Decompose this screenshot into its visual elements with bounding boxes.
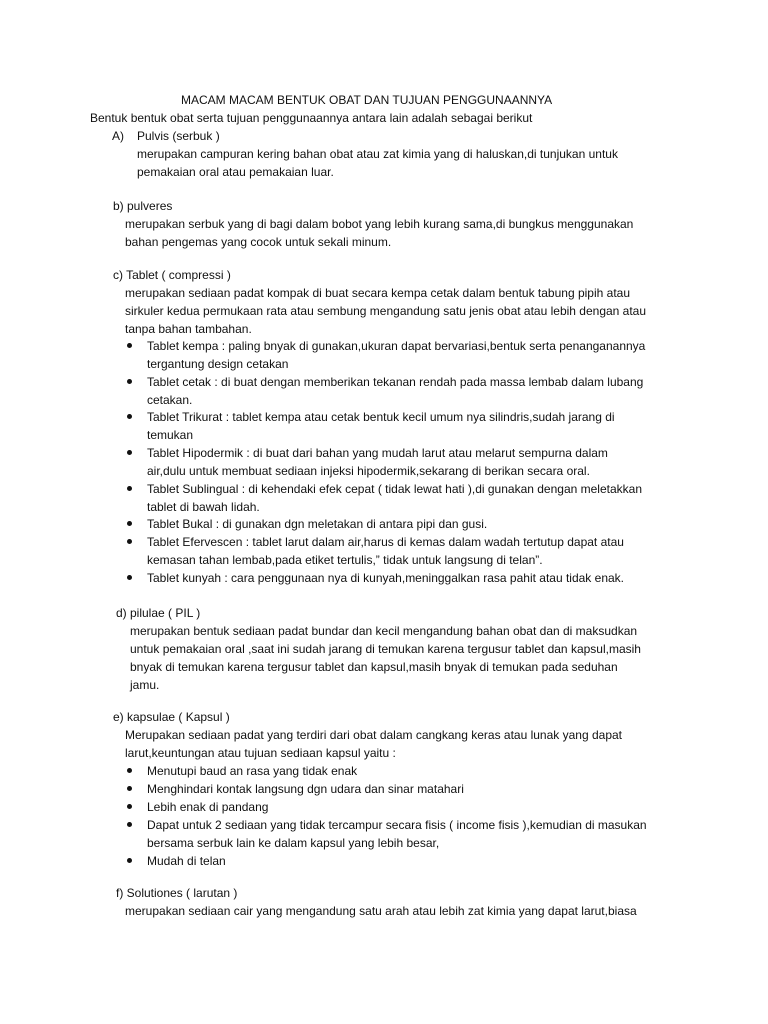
section-a-marker: A): [112, 129, 124, 143]
document-title: MACAM MACAM BENTUK OBAT DAN TUJUAN PENGGUNAANNYA: [181, 93, 553, 107]
section-c-body-line: tanpa bahan tambahan.: [125, 322, 252, 336]
intro-paragraph: Bentuk bentuk obat serta tujuan penggunaannya antara lain adalah sebagai berikut: [90, 111, 533, 125]
bullet-icon: [127, 575, 132, 580]
section-e-bullet-line: bersama serbuk lain ke dalam kapsul yang lebih besar,: [147, 836, 440, 850]
section-c-bullet-line: tergantung design cetakan: [147, 357, 289, 371]
bullet-icon: [127, 768, 132, 773]
section-c-bullet-line: Tablet Bukal : di gunakan dgn meletakan di antara pipi dan gusi.: [147, 517, 488, 531]
section-c-heading: c) Tablet ( compressi ): [113, 268, 231, 282]
section-e-body-line: larut,keuntungan atau tujuan sediaan kapsul yaitu :: [125, 746, 396, 760]
section-c-bullet-line: kemasan tahan lembab,pada etiket tertulis,” tidak untuk langsung di telan”.: [147, 553, 543, 567]
section-d-body-line: merupakan bentuk sediaan padat bundar dan kecil mengandung bahan obat dan di maksudkan: [130, 624, 638, 638]
section-c-bullet-line: cetakan.: [147, 393, 193, 407]
bullet-icon: [127, 343, 132, 348]
section-a-body-line: pemakaian oral atau pemakaian luar.: [137, 165, 334, 179]
section-b-heading: b) pulveres: [113, 199, 173, 213]
bullet-icon: [127, 521, 132, 526]
section-d-body-line: bnyak di temukan karena tergusur tablet dan kapsul,masih bnyak di temukan pada seduhan: [130, 660, 618, 674]
section-f-body-line: merupakan sediaan cair yang mengandung satu arah atau lebih zat kimia yang dapat larut,biasa: [125, 904, 637, 918]
section-c-bullet-line: tablet di bawah lidah.: [147, 500, 260, 514]
section-c-bullet-line: Tablet cetak : di buat dengan memberikan tekanan rendah pada massa lembab dalam lubang: [147, 375, 644, 389]
bullet-icon: [127, 858, 132, 863]
section-c-body-line: merupakan sediaan padat kompak di buat secara kempa cetak dalam bentuk tabung pipih atau: [125, 286, 630, 300]
section-c-body-line: sirkuler kedua permukaan rata atau sembung mengandung satu jenis obat atau lebih dengan atau: [125, 304, 647, 318]
section-c-bullet-line: Tablet Hipodermik : di buat dari bahan yang mudah larut atau melarut sempurna dalam: [147, 446, 608, 460]
bullet-icon: [127, 539, 132, 544]
section-c-bullet-line: air,dulu untuk membuat sediaan injeksi hipodermik,sekarang di berikan secara oral.: [147, 464, 590, 478]
section-b-body-line: merupakan serbuk yang di bagi dalam bobot yang lebih kurang sama,di bungkus menggunakan: [125, 217, 634, 231]
section-c-bullet-line: Tablet kunyah : cara penggunaan nya di kunyah,meninggalkan rasa pahit atau tidak enak.: [147, 571, 624, 585]
section-a-heading: Pulvis (serbuk ): [137, 129, 220, 143]
section-b-body-line: bahan pengemas yang cocok untuk sekali minum.: [125, 235, 392, 249]
bullet-icon: [127, 786, 132, 791]
section-d-body-line: jamu.: [130, 678, 160, 692]
section-e-bullet-line: Menghindari kontak langsung dgn udara dan sinar matahari: [147, 782, 464, 796]
section-a-body-line: merupakan campuran kering bahan obat atau zat kimia yang di haluskan,di tunjukan untuk: [137, 147, 618, 161]
section-e-bullet-line: Menutupi baud an rasa yang tidak enak: [147, 764, 358, 778]
section-f-heading: f) Solutiones ( larutan ): [116, 886, 238, 900]
section-c-bullet-line: Tablet Sublingual : di kehendaki efek cepat ( tidak lewat hati ),di gunakan dengan meletakkan: [147, 482, 642, 496]
section-c-bullet-line: temukan: [147, 428, 194, 442]
bullet-icon: [127, 414, 132, 419]
section-c-bullet-line: Tablet Efervescen : tablet larut dalam air,harus di kemas dalam wadah tertutup dapat atau: [147, 535, 624, 549]
section-e-bullet-line: Dapat untuk 2 sediaan yang tidak tercampur secara fisis ( income fisis ),kemudian di masukan: [147, 818, 647, 832]
bullet-icon: [127, 804, 132, 809]
bullet-icon: [127, 379, 132, 384]
section-e-heading: e) kapsulae ( Kapsul ): [113, 710, 230, 724]
section-d-body-line: untuk pemakaian oral ,saat ini sudah jarang di temukan karena tergusur tablet dan kapsul,masih: [130, 642, 641, 656]
bullet-icon: [127, 486, 132, 491]
section-d-heading: d) pilulae ( PIL ): [116, 606, 201, 620]
bullet-icon: [127, 450, 132, 455]
section-c-bullet-line: Tablet kempa : paling bnyak di gunakan,ukuran dapat bervariasi,bentuk serta penanganannya: [147, 339, 646, 353]
section-e-bullet-line: Lebih enak di pandang: [147, 800, 269, 814]
bullet-icon: [127, 822, 132, 827]
section-c-bullet-line: Tablet Trikurat : tablet kempa atau cetak bentuk kecil umum nya silindris,sudah jarang di: [147, 410, 615, 424]
section-e-bullet-line: Mudah di telan: [147, 854, 226, 868]
section-e-body-line: Merupakan sediaan padat yang terdiri dari obat dalam cangkang keras atau lunak yang dapat: [125, 728, 622, 742]
